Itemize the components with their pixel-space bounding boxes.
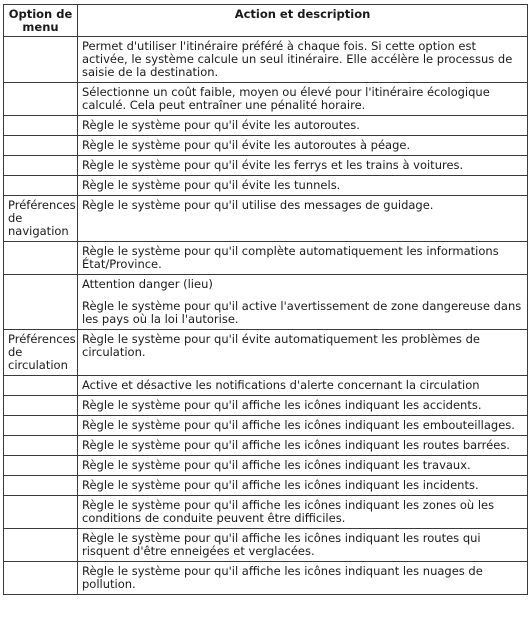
option-cell (4, 156, 78, 176)
action-cell (78, 275, 528, 330)
table-row (4, 376, 528, 396)
action-heading: Attention danger (lieu) (82, 277, 213, 291)
action-cell: Active et désactive les notifications d'alerte concernant la circulation (78, 376, 528, 396)
action-cell: Règle le système pour qu'il affiche les icônes indiquant les zones où les conditions de conduite peuvent être difficiles. (78, 496, 528, 529)
column-header-option: Option de menu (4, 5, 78, 37)
option-cell (4, 496, 78, 529)
option-cell (4, 529, 78, 562)
table-row (4, 176, 528, 196)
option-cell (4, 83, 78, 116)
option-cell (4, 136, 78, 156)
table-row (4, 436, 528, 456)
option-cell (4, 376, 78, 396)
option-cell (4, 275, 78, 330)
action-cell: Règle le système pour qu'il complète automatiquement les informations État/Province. (78, 242, 528, 275)
action-cell: Permet d'utiliser l'itinéraire préféré à chaque fois. Si cette option est activée, le système calcule un seul itinéraire. Elle accélère le processus de saisie de la destination. (78, 37, 528, 83)
table-row (4, 476, 528, 496)
option-cell (4, 456, 78, 476)
action-cell: Règle le système pour qu'il évite automatiquement les problèmes de circulation. (78, 330, 528, 376)
option-cell (4, 476, 78, 496)
table-row (4, 275, 528, 330)
table-row (4, 456, 528, 476)
option-cell: Préférences de circulation (4, 330, 78, 376)
table-row (4, 136, 528, 156)
action-cell: Règle le système pour qu'il affiche les icônes indiquant les accidents. (78, 396, 528, 416)
action-cell: Règle le système pour qu'il affiche les icônes indiquant les nuages de pollution. (78, 562, 528, 595)
option-cell (4, 37, 78, 83)
action-cell: Sélectionne un coût faible, moyen ou élevé pour l'itinéraire écologique calculé. Cela peut entraîner une pénalité horaire. (78, 83, 528, 116)
table-header-row (4, 5, 528, 37)
option-cell (4, 436, 78, 456)
action-cell: Règle le système pour qu'il affiche les icônes indiquant les routes qui risquent d'être enneigées et verglacées. (78, 529, 528, 562)
table-row (4, 156, 528, 176)
option-cell (4, 176, 78, 196)
option-cell (4, 396, 78, 416)
action-description: Règle le système pour qu'il active l'avertissement de zone dangereuse dans les pays où la loi l'autorise. (82, 299, 522, 326)
table-row (4, 562, 528, 595)
action-cell: Règle le système pour qu'il évite les autoroutes. (78, 116, 528, 136)
menu-options-table (3, 4, 528, 595)
table-row (4, 529, 528, 562)
table-row (4, 196, 528, 242)
action-cell: Règle le système pour qu'il affiche les icônes indiquant les incidents. (78, 476, 528, 496)
table-row (4, 416, 528, 436)
action-cell: Règle le système pour qu'il évite les tunnels. (78, 176, 528, 196)
table-row (4, 37, 528, 83)
table-row (4, 496, 528, 529)
table-row (4, 396, 528, 416)
action-cell: Règle le système pour qu'il utilise des messages de guidage. (78, 196, 528, 242)
option-cell (4, 116, 78, 136)
action-cell: Règle le système pour qu'il évite les autoroutes à péage. (78, 136, 528, 156)
option-cell (4, 562, 78, 595)
option-cell (4, 242, 78, 275)
table-row (4, 116, 528, 136)
action-cell: Règle le système pour qu'il affiche les icônes indiquant les travaux. (78, 456, 528, 476)
column-header-action: Action et description (78, 5, 528, 37)
action-cell: Règle le système pour qu'il évite les ferrys et les trains à voitures. (78, 156, 528, 176)
table-row (4, 242, 528, 275)
option-cell (4, 416, 78, 436)
action-cell: Règle le système pour qu'il affiche les icônes indiquant les routes barrées. (78, 436, 528, 456)
table-row (4, 83, 528, 116)
table-row (4, 330, 528, 376)
option-cell: Préférences de navigation (4, 196, 78, 242)
action-cell: Règle le système pour qu'il affiche les icônes indiquant les embouteillages. (78, 416, 528, 436)
